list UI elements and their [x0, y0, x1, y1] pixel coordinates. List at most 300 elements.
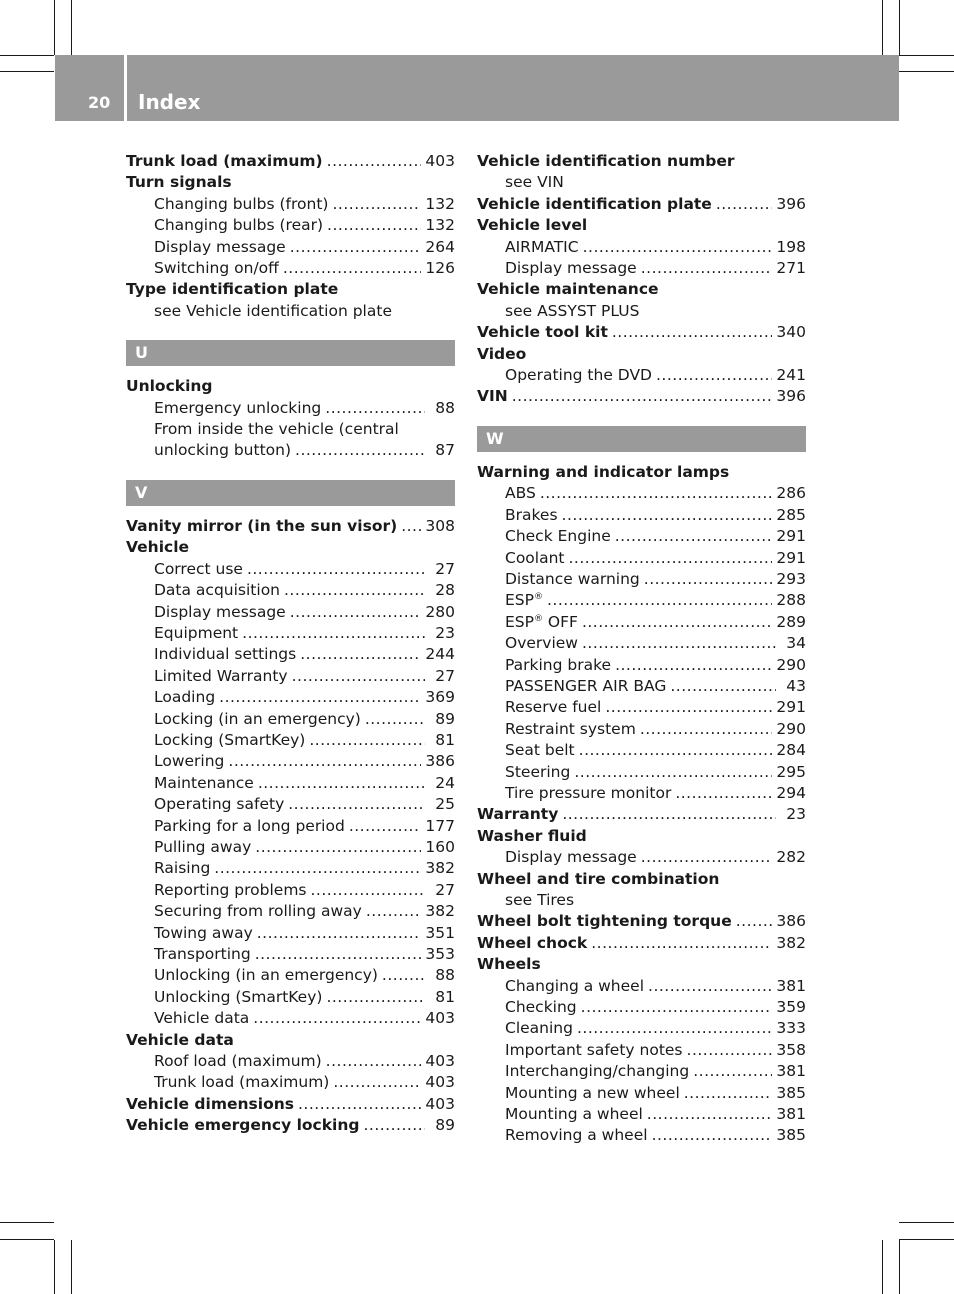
dot-leader — [736, 911, 773, 932]
dot-leader — [582, 612, 772, 633]
entry-label-text: Data acquisition — [154, 581, 280, 600]
index-entry — [477, 194, 806, 215]
entry-label-text: ESP — [505, 612, 534, 631]
index-subentry — [477, 483, 806, 504]
entry-label — [505, 505, 558, 526]
page-reference: 286 — [776, 484, 806, 503]
index-subentry — [126, 440, 455, 461]
entry-label — [505, 847, 637, 868]
entry-label-text: Wheel chock — [477, 933, 588, 952]
page-reference: 132 — [425, 194, 455, 213]
index-subentry — [126, 215, 455, 236]
entry-label — [505, 783, 671, 804]
index-subentry — [126, 1072, 455, 1093]
entry-label-text: Vehicle emergency locking — [126, 1116, 360, 1135]
entry-label — [505, 365, 652, 386]
dot-leader — [292, 666, 425, 687]
index-entry — [126, 1094, 455, 1115]
page-reference: 126 — [425, 259, 455, 278]
page-reference: 291 — [776, 698, 806, 717]
dot-leader — [675, 783, 772, 804]
index-see-reference: see Tires — [505, 891, 575, 909]
entry-label-text: Cleaning — [505, 1019, 573, 1038]
entry-label-text: Important safety notes — [505, 1040, 683, 1059]
page-reference: 353 — [425, 945, 455, 963]
index-subentry — [477, 526, 806, 547]
entry-label-text: Locking (in an emergency) — [154, 709, 361, 728]
entry-label — [477, 322, 608, 343]
page-reference: 290 — [776, 719, 806, 738]
crop-mark — [54, 0, 55, 55]
page-reference: 81 — [435, 987, 455, 1006]
dot-leader — [300, 644, 421, 665]
page-reference: 396 — [776, 387, 806, 406]
entry-label-text: VIN — [477, 387, 508, 406]
dot-leader — [605, 697, 772, 718]
entry-label-text: Brakes — [505, 505, 558, 524]
index-entry — [126, 151, 455, 172]
crop-mark — [71, 0, 72, 55]
entry-label-text: Individual settings — [154, 645, 297, 664]
entry-label — [154, 1051, 322, 1072]
index-subentry — [126, 559, 455, 580]
entry-label — [154, 258, 279, 279]
crop-mark — [0, 1239, 54, 1240]
entry-label-text: Pulling away — [154, 837, 252, 856]
index-subentry — [126, 644, 455, 665]
entry-label — [154, 237, 286, 258]
page-reference: 23 — [786, 805, 806, 824]
entry-label-text: Vehicle tool kit — [477, 323, 608, 342]
page-reference: 289 — [776, 612, 806, 631]
page-reference: 293 — [776, 569, 806, 588]
page-reference: 381 — [776, 976, 806, 995]
index-entry — [477, 933, 806, 954]
entry-label — [154, 687, 215, 708]
index-subentry — [477, 1083, 806, 1104]
entry-label-text: Lowering — [154, 752, 225, 771]
crop-mark — [71, 1240, 72, 1294]
dot-leader — [615, 655, 772, 676]
index-entry — [477, 911, 806, 932]
entry-label-text: Display message — [505, 259, 637, 278]
crop-mark — [0, 55, 54, 56]
index-entry — [126, 1115, 455, 1136]
section-letter: V — [126, 480, 455, 506]
dot-leader — [214, 858, 421, 879]
entry-label — [154, 580, 280, 601]
entry-label-text: Roof load (maximum) — [154, 1052, 322, 1071]
dot-leader — [641, 258, 773, 279]
dot-leader — [333, 1072, 421, 1093]
entry-label-text: Locking (SmartKey) — [154, 730, 306, 749]
index-heading: Turn signals — [126, 173, 232, 192]
section-letter: W — [477, 426, 806, 452]
entry-label — [154, 602, 286, 623]
index-subentry — [126, 580, 455, 601]
entry-label-text: Operating safety — [154, 795, 285, 814]
index-column-left — [126, 151, 455, 1137]
index-subentry — [477, 676, 806, 697]
page-reference: 88 — [435, 966, 455, 985]
entry-label — [505, 997, 577, 1018]
page-reference: 385 — [776, 1126, 806, 1145]
entry-label-text: AIRMATIC — [505, 237, 579, 256]
index-subentry — [477, 612, 806, 633]
dot-leader — [284, 580, 425, 601]
index-column-right — [477, 151, 806, 1147]
dot-leader — [648, 976, 772, 997]
dot-leader — [219, 687, 421, 708]
entry-label — [477, 804, 558, 825]
entry-label — [505, 612, 578, 633]
dot-leader — [295, 440, 425, 461]
index-subentry — [477, 719, 806, 740]
index-subentry — [477, 237, 806, 258]
dot-leader — [382, 965, 425, 986]
dot-leader — [540, 483, 773, 504]
page-reference: 88 — [435, 398, 455, 417]
entry-label-text: Changing a wheel — [505, 976, 645, 995]
entry-label — [126, 1094, 294, 1115]
entry-label-text: Maintenance — [154, 773, 254, 792]
index-heading: Video — [477, 344, 527, 363]
entry-label — [154, 194, 328, 215]
index-subentry — [126, 623, 455, 644]
index-subentry — [126, 837, 455, 858]
page-reference: 198 — [776, 237, 806, 256]
dot-leader — [612, 322, 773, 343]
index-see-reference: From inside the vehicle (central — [154, 420, 399, 439]
page-reference: 23 — [435, 623, 455, 642]
entry-label — [154, 751, 224, 772]
entry-label-text: Overview — [505, 634, 578, 653]
page-reference: 27 — [435, 666, 455, 685]
page-reference: 290 — [776, 655, 806, 674]
page-reference: 385 — [776, 1083, 806, 1102]
entry-label — [154, 837, 251, 858]
page-reference: 280 — [425, 602, 455, 621]
index-subentry — [126, 794, 455, 815]
entry-label — [154, 398, 321, 419]
index-subentry — [126, 773, 455, 794]
entry-label — [505, 526, 611, 547]
index-subentry — [477, 1125, 806, 1146]
dot-leader — [684, 1083, 773, 1104]
page-reference: 369 — [425, 688, 455, 707]
entry-label — [477, 933, 587, 954]
index-subentry — [477, 847, 806, 868]
page-reference: 403 — [425, 1052, 455, 1071]
crop-mark — [0, 71, 54, 72]
entry-label — [505, 1040, 683, 1061]
page-reference: 43 — [786, 676, 806, 695]
entry-label — [505, 237, 579, 258]
entry-label — [154, 858, 210, 879]
index-subentry — [126, 709, 455, 730]
page-reference: 24 — [435, 773, 455, 792]
entry-label-text: Tire pressure monitor — [505, 783, 672, 802]
dot-leader — [366, 901, 422, 922]
index-subentry — [126, 923, 455, 944]
dot-leader — [512, 386, 773, 407]
entry-label-text: Vanity mirror (in the sun visor) — [126, 516, 398, 535]
entry-label-text: Reporting problems — [154, 880, 307, 899]
entry-label — [505, 976, 644, 997]
index-subentry — [477, 1040, 806, 1061]
entry-label — [154, 816, 345, 837]
entry-label-text: Reserve fuel — [505, 698, 602, 717]
entry-label-text: unlocking button) — [154, 441, 292, 460]
index-subentry — [477, 1018, 806, 1039]
dot-leader — [255, 944, 422, 965]
crop-mark — [882, 0, 883, 55]
entry-label — [477, 911, 732, 932]
index-subentry — [126, 398, 455, 419]
entry-label — [154, 794, 284, 815]
entry-label — [505, 676, 666, 697]
dot-leader — [562, 804, 776, 825]
entry-label-text: Changing bulbs (front) — [154, 194, 329, 213]
dot-leader — [716, 194, 773, 215]
entry-label-text: Equipment — [154, 623, 239, 642]
index-subentry — [477, 258, 806, 279]
entry-label — [154, 623, 238, 644]
dot-leader — [309, 730, 425, 751]
index-heading: Type identification plate — [126, 280, 339, 299]
page-reference: 27 — [435, 559, 455, 578]
dot-leader — [349, 816, 422, 837]
page-reference: 382 — [776, 933, 806, 952]
index-subentry — [477, 548, 806, 569]
dot-leader — [365, 709, 425, 730]
entry-label — [505, 1083, 680, 1104]
entry-label-text: Vehicle data — [154, 1009, 250, 1028]
entry-label — [154, 1072, 329, 1093]
entry-label — [154, 923, 253, 944]
index-subentry — [126, 1008, 455, 1029]
page-reference: 89 — [435, 1116, 455, 1135]
index-subentry — [126, 258, 455, 279]
index-subentry — [126, 194, 455, 215]
page-reference: 89 — [435, 709, 455, 728]
entry-label — [154, 901, 362, 922]
dot-leader — [569, 548, 773, 569]
dot-leader — [687, 1040, 773, 1061]
entry-label-text: Loading — [154, 688, 216, 707]
index-subentry — [477, 505, 806, 526]
dot-leader — [298, 1094, 421, 1115]
entry-label-text: Mounting a new wheel — [505, 1083, 680, 1102]
entry-label — [154, 215, 323, 236]
entry-label — [477, 194, 712, 215]
entry-label — [505, 590, 543, 611]
page-reference: 25 — [435, 795, 455, 814]
page-reference: 358 — [776, 1040, 806, 1059]
entry-label-text: Check Engine — [505, 527, 611, 546]
entry-label-text: Towing away — [154, 923, 253, 942]
index-subentry — [126, 666, 455, 687]
entry-label-text: Removing a wheel — [505, 1126, 648, 1145]
dot-leader — [574, 762, 772, 783]
index-subentry — [126, 816, 455, 837]
index-heading: Vehicle data — [126, 1030, 234, 1049]
page-reference: 34 — [786, 634, 806, 653]
entry-label-text: Correct use — [154, 559, 243, 578]
index-subentry — [126, 751, 455, 772]
index-subentry — [126, 730, 455, 751]
index-entry — [126, 516, 455, 537]
index-subentry — [477, 1061, 806, 1082]
dot-leader — [652, 1125, 773, 1146]
dot-leader — [325, 398, 425, 419]
entry-label — [154, 644, 296, 665]
dot-leader — [582, 633, 776, 654]
entry-label-text: Operating the DVD — [505, 366, 652, 385]
entry-label — [505, 1125, 648, 1146]
dot-leader — [242, 623, 425, 644]
index-subentry — [126, 687, 455, 708]
entry-label — [154, 440, 291, 461]
entry-label-text: Vehicle dimensions — [126, 1094, 294, 1113]
page-reference: 160 — [425, 837, 455, 856]
index-subentry — [126, 1051, 455, 1072]
dot-leader — [332, 194, 421, 215]
index-heading: Wheels — [477, 955, 541, 974]
dot-leader — [581, 997, 773, 1018]
dot-leader — [615, 526, 773, 547]
dot-leader — [647, 1104, 773, 1125]
entry-label — [154, 773, 254, 794]
entry-label-text: Transporting — [154, 945, 251, 963]
dot-leader — [327, 151, 422, 172]
page-reference: 351 — [425, 923, 455, 942]
index-see-reference: see VIN — [505, 173, 564, 192]
entry-label — [505, 569, 640, 590]
entry-label-text: Warranty — [477, 805, 559, 824]
page-reference: 81 — [435, 730, 455, 749]
page-reference: 28 — [435, 581, 455, 600]
index-subentry — [126, 944, 455, 965]
entry-label-text: Limited Warranty — [154, 666, 288, 685]
crop-mark — [899, 1239, 954, 1240]
page-reference: 291 — [776, 548, 806, 567]
dot-leader — [290, 237, 422, 258]
page-reference: 382 — [425, 859, 455, 878]
page-reference: 282 — [776, 848, 806, 867]
index-subentry — [477, 1104, 806, 1125]
index-see-reference: see ASSYST PLUS — [505, 301, 640, 320]
entry-label — [154, 730, 305, 751]
dot-leader — [327, 215, 421, 236]
dot-leader — [290, 602, 422, 623]
page-reference: 381 — [776, 1062, 806, 1081]
index-subentry — [126, 987, 455, 1008]
entry-label-text: Trunk load (maximum) — [154, 1073, 330, 1092]
dot-leader — [326, 987, 425, 1008]
page-reference: 308 — [425, 516, 455, 535]
entry-label-text: Display message — [505, 848, 637, 867]
entry-label-text: Wheel bolt tightening torque — [477, 912, 732, 931]
dot-leader — [326, 1051, 422, 1072]
registered-mark: ® — [533, 613, 543, 624]
index-subentry — [477, 655, 806, 676]
crop-mark — [899, 55, 954, 56]
index-entry — [477, 322, 806, 343]
dot-leader — [547, 590, 772, 611]
dot-leader — [258, 773, 425, 794]
entry-label — [154, 666, 288, 687]
index-subentry — [477, 590, 806, 611]
index-heading: Vehicle level — [477, 216, 588, 235]
page-reference: 288 — [776, 591, 806, 610]
dot-leader — [247, 559, 425, 580]
entry-label-text: Steering — [505, 762, 571, 781]
page-reference: 284 — [776, 741, 806, 760]
entry-label-text: Coolant — [505, 548, 565, 567]
entry-label-suffix: OFF — [542, 612, 578, 631]
page-reference: 381 — [776, 1105, 806, 1124]
dot-leader — [579, 740, 773, 761]
entry-label-text: Unlocking (SmartKey) — [154, 987, 323, 1006]
dot-leader — [228, 751, 421, 772]
entry-label-text: Mounting a wheel — [505, 1105, 643, 1124]
page-reference: 403 — [425, 1009, 455, 1028]
entry-label-text: Raising — [154, 859, 211, 878]
dot-leader — [401, 516, 421, 537]
entry-label-text: Distance warning — [505, 569, 640, 588]
page-reference: 241 — [776, 366, 806, 385]
entry-label-text: Vehicle identification plate — [477, 194, 712, 213]
index-subentry — [477, 976, 806, 997]
entry-label — [505, 1018, 573, 1039]
crop-mark — [882, 1240, 883, 1294]
entry-label-text: Display message — [154, 237, 286, 256]
dot-leader — [257, 923, 422, 944]
page-reference: 294 — [776, 783, 806, 802]
dot-leader — [641, 847, 773, 868]
dot-leader — [283, 258, 422, 279]
entry-label — [477, 386, 508, 407]
entry-label — [126, 151, 323, 172]
page-reference: 386 — [776, 912, 806, 931]
crop-mark — [899, 1240, 900, 1294]
entry-label-text: Display message — [154, 602, 286, 621]
index-entry — [477, 386, 806, 407]
entry-label-text: Checking — [505, 998, 577, 1017]
section-letter: U — [126, 340, 455, 366]
index-subentry — [126, 237, 455, 258]
index-entry — [477, 804, 806, 825]
dot-leader — [591, 933, 772, 954]
dot-leader — [255, 837, 421, 858]
entry-label-text: Switching on/off — [154, 259, 279, 278]
entry-label — [505, 655, 611, 676]
index-subentry — [477, 997, 806, 1018]
index-subentry — [126, 602, 455, 623]
dot-leader — [363, 1115, 425, 1136]
entry-label-text: Changing bulbs (rear) — [154, 216, 324, 235]
crop-mark — [0, 1222, 54, 1223]
index-subentry — [477, 783, 806, 804]
dot-leader — [644, 569, 773, 590]
dot-leader — [577, 1018, 772, 1039]
entry-label — [505, 548, 565, 569]
entry-label — [505, 697, 601, 718]
entry-label — [154, 880, 307, 901]
entry-label — [154, 987, 322, 1008]
page-number: 20 — [88, 93, 111, 112]
